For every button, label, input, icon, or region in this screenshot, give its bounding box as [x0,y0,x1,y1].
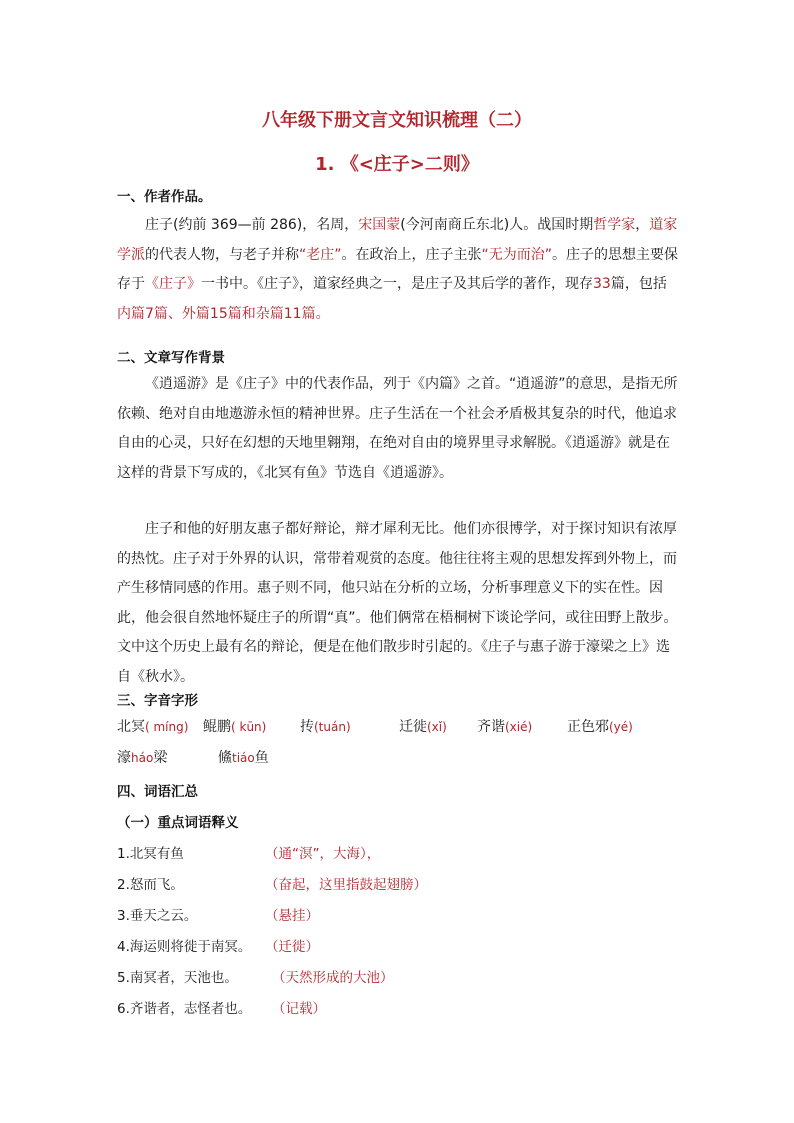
author-text: (今河南商丘东北)人。战国时期 [400,217,594,233]
author-paragraph [117,211,679,329]
vocab-item [117,842,381,862]
author-outer: 篇、外篇 [153,305,210,322]
pronunciation-pinyin: háo [131,751,154,765]
section-heading-background: 二、文章写作背景 [117,350,225,366]
author-text: ， [635,217,650,233]
author-text: ， [344,217,359,233]
background-text-1: 《逍遥游》是《庄子》中的代表作品，列于《内篇》之首。“逍遥游”的意思，是指无所依赖、绝对自由地遨游永恒的精神世界。庄子生活在一个社会矛盾极其复杂的时代，他追求自由的心灵，只好在幻想的天地里翱翔，在绝对自由的境界里寻求解脱。《逍遥游》就是在这样的背景下写成的，《北冥有鱼》节选自《逍遥游》。 [117,376,678,481]
vocab-item [117,966,394,986]
pronunciation-word: 鯈 [218,750,232,766]
background-paragraph-2 [117,515,679,693]
vocab-text: 2.怒而飞。 [117,877,184,893]
pronunciation-item [117,716,188,736]
author-misc-count: 11 [283,305,302,322]
pronunciation-pinyin: ( kūn) [231,720,267,734]
lesson-title: 1. 《<庄子>二则》 [315,154,479,175]
vocab-item [117,997,326,1017]
author-role: 哲学家 [593,217,636,233]
vocab-note: （迁徙） [265,939,319,955]
vocab-note: （奋起，这里指鼓起翅膀） [265,877,427,893]
vocab-note: （通“溟”，大海）， [265,846,381,862]
section-heading-pronunciation: 三、字音字形 [117,693,198,709]
vocab-note: （记载） [272,1001,326,1017]
pronunciation-item [203,716,266,736]
author-origin: 宋国蒙 [358,217,401,233]
author-name: 周 [330,217,345,233]
pronunciation-pinyin: ( míng) [145,720,189,734]
author-book: 《庄子》 [145,276,201,293]
vocab-text: 3.垂天之云。 [117,908,198,924]
vocab-note: （悬挂） [265,908,319,924]
pronunciation-word: 鲲鹏 [203,719,231,735]
pronunciation-word: 正色邪 [567,719,609,735]
vocab-text: 5.南冥者，天池也。 [117,970,238,986]
vocab-text: 6.齐谐者，志怪者也。 [117,1001,252,1017]
subsection-heading-vocab: （一）重点词语释义 [117,815,239,831]
vocab-text: 1.北冥有鱼 [117,846,184,862]
author-text: 。在政治上，庄子主张 [341,246,482,263]
section-heading-vocab: 四、词语汇总 [117,784,198,800]
pronunciation-word: 抟 [300,719,314,735]
vocab-text: 4.海运则将徙于南冥。 [117,939,252,955]
author-text: 的代表人物，与老子并称 [145,246,299,263]
author-text: 庄子(约前 369—前 286)，名 [145,217,331,233]
pronunciation-pinyin: (xǐ) [427,720,447,734]
author-text: 一书中。《庄子》，道家经典之一，是庄子及其后学的著作，现存 [201,276,593,293]
pronunciation-word: 濠 [117,750,131,766]
background-text-2: 庄子和他的好朋友惠子都好辩论，辩才犀利无比。他们亦很博学，对于探讨知识有浓厚的热忱。庄子对于外界的认识，常带着观赏的态度。他往往将主观的思想发挥到外物上，而产生移情同感的作用。惠子则不同，他只站在分析的立场，分析事理意义下的实在性。因此，他会很自然地怀疑庄子的所谓“真”。他们俩常在梧桐树下谈论学问，或往田野上散步。文中这个历史上最有名的辩论，便是在他们散步时引起的。《庄子与惠子游于濠梁之上》选自《秋水》。 [117,521,678,685]
author-count: 33 [593,276,611,293]
pronunciation-word: 迁徙 [399,719,427,735]
author-laozhuang: “老庄” [299,246,342,263]
author-text: 。庄子的思想主要保存于 [117,246,679,293]
author-misc: 篇和杂篇 [227,305,284,322]
pronunciation-pinyin: (xié) [505,720,533,734]
section-heading-author: 一、作者作品。 [117,189,212,205]
author-school: 道家学派 [117,217,678,263]
pronunciation-item [218,747,269,767]
pronunciation-item [117,747,167,767]
background-paragraph-1 [117,370,679,488]
author-inner-count: 7 [145,305,154,322]
vocab-item [117,873,427,893]
author-outer-count: 15 [209,305,228,322]
page-title: 八年级下册文言文知识梳理（二） [262,110,532,131]
author-text: 篇。 [301,305,330,322]
author-inner: 内篇 [117,305,145,322]
pronunciation-word: 北冥 [117,719,145,735]
pronunciation-word: 梁 [153,750,168,766]
pronunciation-word: 齐谐 [477,719,505,735]
vocab-item [117,935,319,955]
pronunciation-item [300,716,351,736]
vocab-note: （天然形成的大池） [272,970,394,986]
pronunciation-item [567,716,633,736]
pronunciation-item [399,716,447,736]
author-text: 篇，包括 [610,276,667,293]
pronunciation-word: 鱼 [254,750,269,766]
pronunciation-item [477,716,532,736]
pronunciation-pinyin: (tuán) [314,720,351,734]
pronunciation-pinyin: (yé) [609,720,633,734]
vocab-item [117,904,319,924]
pronunciation-pinyin: tiáo [232,751,255,765]
author-wuwei: “无为而治” [481,246,553,263]
